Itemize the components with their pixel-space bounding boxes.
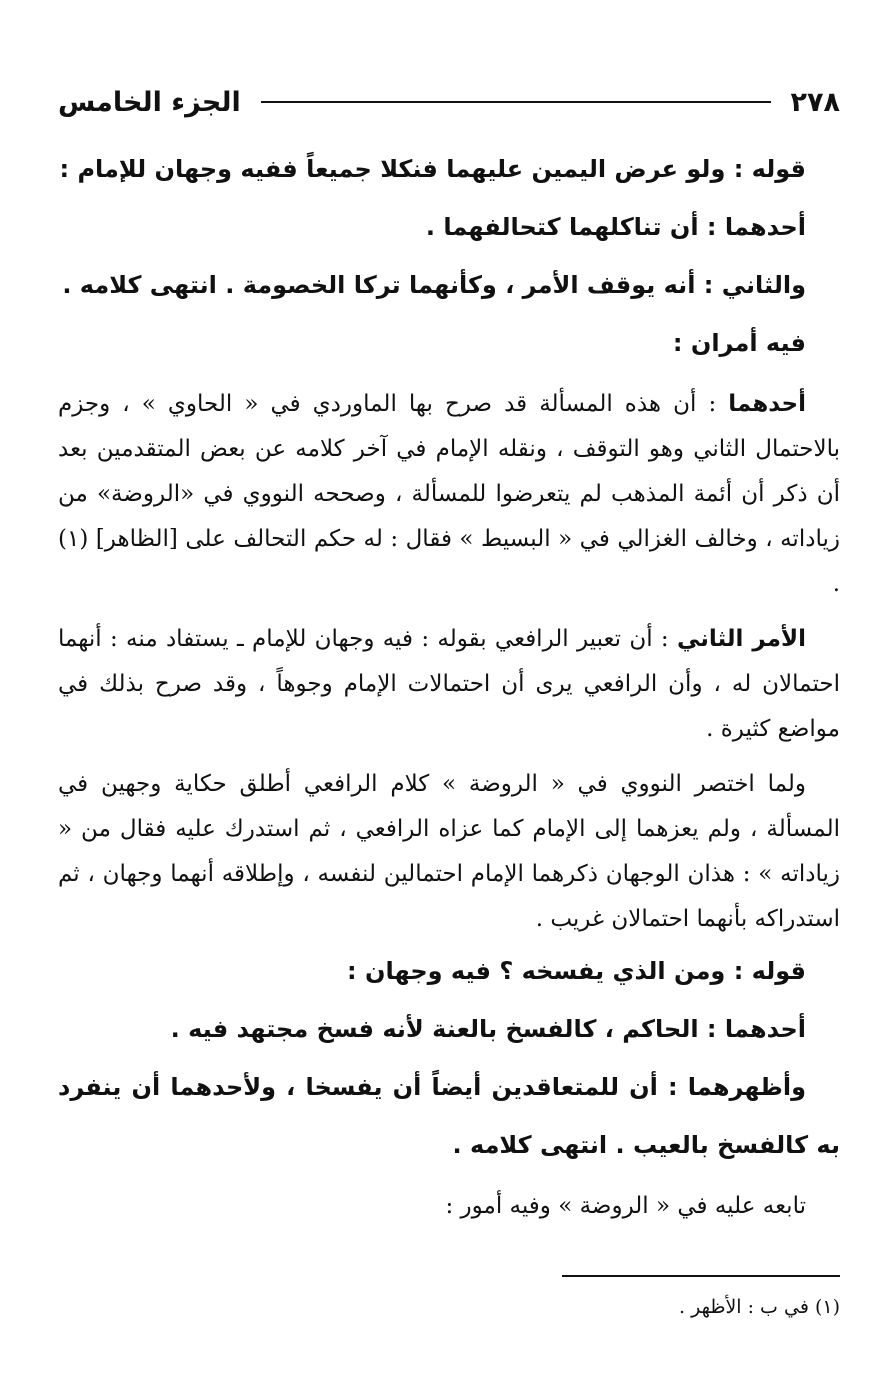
quote-paragraph	[58, 942, 840, 1000]
paragraph-text: ولما اختصر النووي في « الروضة » كلام الرافعي أطلق حكاية وجهين في المسألة ، ولم يعزهما إلى الإمام كما عزاه الرافعي ، ثم استدرك عليه فقال من « زياداته » : هذان الوجهان ذكرهما الإمام احتمالين لنفسه ، وإطلاقه أنهما وجهان ، ثم استدراكه بأنهما احتمالان غريب .	[58, 771, 840, 932]
quote-paragraph	[58, 314, 840, 372]
commentary-paragraph	[58, 1184, 840, 1229]
commentary-paragraph	[58, 617, 840, 752]
paragraph-lead: أحدهما	[728, 391, 807, 417]
page-number: ٢٧٨	[790, 86, 840, 118]
paragraph-text: قوله : ومن الذي يفسخه ؟ فيه وجهان :	[347, 957, 806, 985]
footnote: (١) في ب : الأظهر .	[679, 1296, 840, 1318]
paragraph-text: فيه أمران :	[672, 329, 806, 357]
commentary-paragraph	[58, 382, 840, 607]
quote-paragraph	[58, 1058, 840, 1174]
paragraph-text: : أن هذه المسألة قد صرح بها الماوردي في « الحاوي » ، وجزم بالاحتمال الثاني وهو التوقف ، ونقله الإمام في آخر كلامه عن بعض المتقدمين بعد أن ذكر أن أئمة المذهب لم يتعرضوا للمسألة ، وصححه النووي في «الروضة» من زياداته ، وخالف الغزالي في « البسيط » فقال : له حكم التحالف على [الظاهر] (١) .	[58, 391, 840, 597]
quote-paragraph	[58, 198, 840, 256]
quote-paragraph	[58, 1000, 840, 1058]
page-body	[58, 140, 840, 1229]
page-header	[58, 80, 840, 124]
running-title: الجزء الخامس	[58, 86, 241, 118]
paragraph-text: وأظهرهما : أن للمتعاقدين أيضاً أن يفسخا ، ولأحدهما أن ينفرد به كالفسخ بالعيب . انتهى كلامه .	[58, 1073, 840, 1159]
paragraph-text: والثاني : أنه يوقف الأمر ، وكأنهما تركا الخصومة . انتهى كلامه .	[62, 271, 806, 299]
paragraph-text: تابعه عليه في « الروضة » وفيه أمور :	[445, 1193, 806, 1219]
footnote-rule	[562, 1275, 840, 1277]
paragraph-text: قوله : ولو عرض اليمين عليهما فنكلا جميعاً ففيه وجهان للإمام :	[59, 155, 806, 183]
paragraph-lead: الأمر الثاني	[676, 626, 806, 652]
header-rule	[261, 101, 771, 103]
quote-paragraph	[58, 140, 840, 198]
paragraph-text: أحدهما : الحاكم ، كالفسخ بالعنة لأنه فسخ مجتهد فيه .	[170, 1015, 806, 1043]
quote-paragraph	[58, 256, 840, 314]
paragraph-text: : أن تعبير الرافعي بقوله : فيه وجهان للإمام ـ يستفاد منه : أنهما احتمالان له ، وأن الرافعي يرى أن احتمالات الإمام وجوهاً ، وقد صرح بذلك في مواضع كثيرة .	[58, 626, 840, 742]
commentary-paragraph	[58, 762, 840, 942]
book-page	[58, 0, 840, 1391]
paragraph-text: أحدهما : أن تناكلهما كتحالفهما .	[425, 213, 806, 241]
